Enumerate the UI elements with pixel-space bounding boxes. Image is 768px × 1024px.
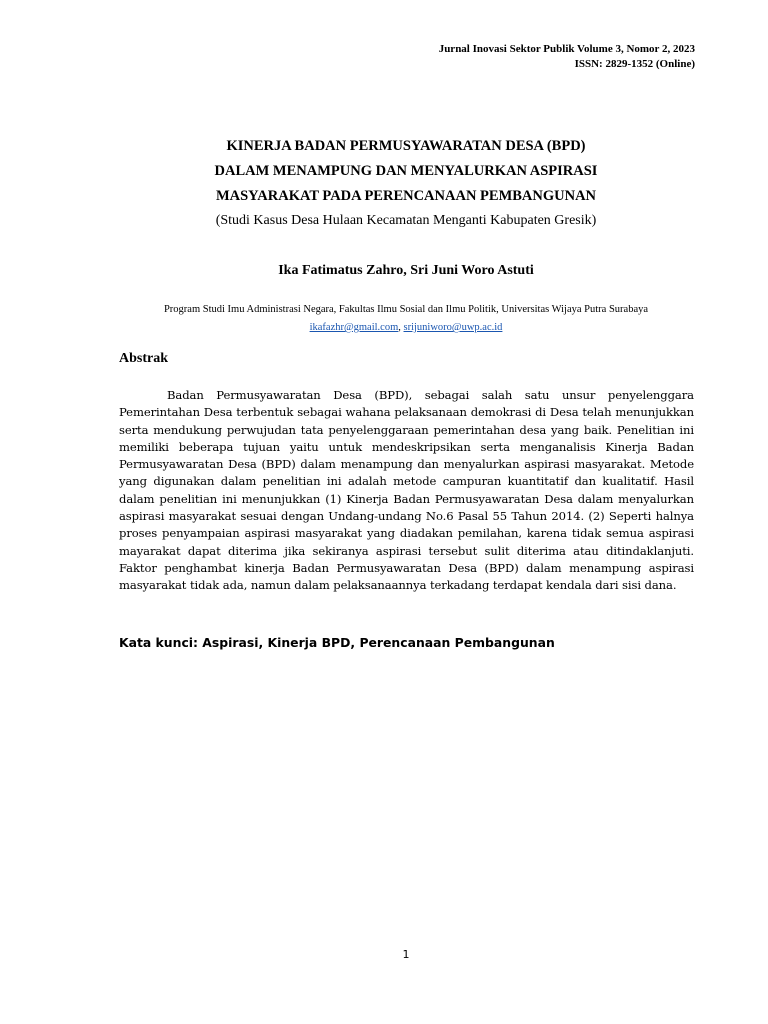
paper-subtitle: (Studi Kasus Desa Hulaan Kecamatan Menganti Kabupaten Gresik) — [215, 213, 597, 228]
email-link-first[interactable]: ikafazhr@gmail.com — [309, 322, 399, 333]
page-number: 1 — [402, 948, 410, 961]
affiliation: Program Studi Imu Administrasi Negara, Fakultas Ilmu Sosial dan Ilmu Politik, Universitas Wijaya Putra Surabaya — [163, 304, 649, 315]
authors: Ika Fatimatus Zahro, Sri Juni Woro Astuti — [278, 263, 534, 278]
email-line — [0, 319, 768, 337]
email-separator: , — [398, 322, 404, 333]
paper-title-line-3: MASYARAKAT PADA PERENCANAAN PEMBANGUNAN — [215, 188, 597, 204]
paper-title-line-1: KINERJA BADAN PERMUSYAWARATAN DESA (BPD) — [226, 138, 586, 154]
journal-title: Jurnal Inovasi Sektor Publik Volume 3, Nomor 2, 2023 — [438, 43, 695, 55]
affiliation-block — [0, 301, 768, 337]
email-link-second[interactable]: srijuniworo@uwp.ac.id — [403, 322, 503, 333]
abstract-body: Badan Permusyawaratan Desa (BPD), sebagai salah satu unsur penyelenggara Pemerintahan Desa terbentuk sebagai wahana pelaksanaan demokrasi di Desa telah menunjukkan serta mendukung perwujudan tata penyelenggaraan pemerintahan desa yang baik. Penelitian ini memiliki beberapa tujuan yaitu untuk mendeskripsikan serta menganalisis Kinerja Badan Permusyawaratan Desa (BPD) dalam menampung dan menyalurkan aspirasi masyarakat. Metode yang digunakan dalam penelitian ini adalah metode campuran kuantitatif dan kualitatif. Hasil dalam penelitian ini menunjukkan (1) Kinerja Badan Permusyawaratan Desa dalam menyalurkan aspirasi masyarakat sesuai dengan Undang-undang No.6 Pasal 55 Tahun 2014. (2) Seperti halnya proses penyampaian aspirasi masyarakat yang diadakan pemilahan, karena tidak semua aspirasi mayarakat dapat diterima jika sekiranya aspirasi tersebut sulit diterima atau ditindaklanjuti. Faktor penghambat kinerja Badan Permusyawaratan Desa (BPD) dalam menampung aspirasi masyarakat tidak ada, namun dalam pelaksanaannya terkadang terdapat kendala dari sisi dana. — [119, 388, 694, 593]
paper-title-line-2: DALAM MENAMPUNG DAN MENYALURKAN ASPIRASI — [214, 163, 598, 179]
paper-title-block — [0, 134, 768, 231]
journal-issn: ISSN: 2829-1352 (Online) — [574, 58, 695, 70]
keywords: Kata kunci: Aspirasi, Kinerja BPD, Perencanaan Pembangunan — [119, 635, 555, 650]
journal-header — [439, 42, 695, 72]
abstract-heading: Abstrak — [119, 351, 169, 366]
